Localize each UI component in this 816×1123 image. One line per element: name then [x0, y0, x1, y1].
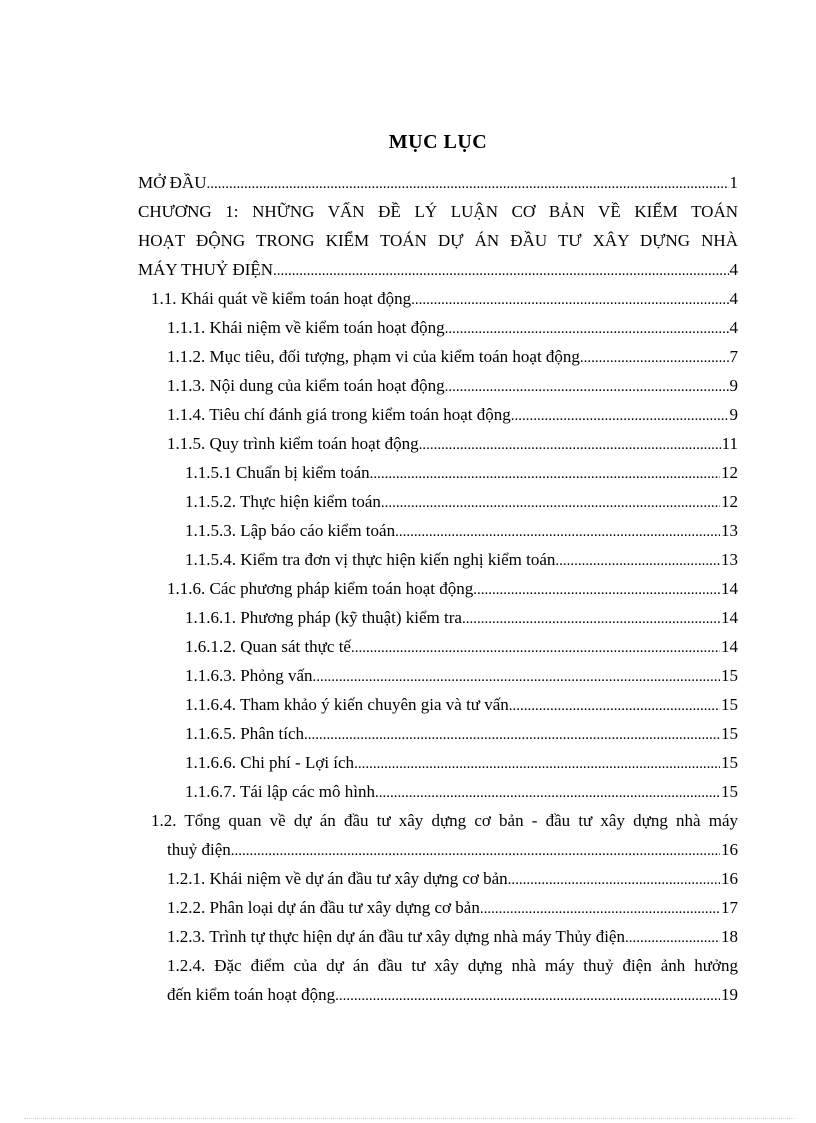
page-bottom-rule: [24, 1118, 794, 1119]
dot-leader: [411, 286, 728, 315]
toc-page-number: 14: [721, 637, 738, 656]
toc-page-number: 12: [721, 492, 738, 511]
dot-leader: [313, 663, 721, 692]
dot-leader: [508, 866, 720, 895]
dot-leader: [206, 170, 728, 199]
dot-leader: [335, 982, 720, 1011]
toc-label: 1.1.5.2. Thực hiện kiểm toán: [185, 492, 381, 511]
dot-leader: [445, 373, 729, 402]
toc-entry-1-1-2[interactable]: [167, 342, 738, 371]
toc-label: 1.1.5.4. Kiểm tra đơn vị thực hiện kiến nghị kiểm toán: [185, 550, 556, 569]
toc-page-number: 15: [721, 753, 738, 772]
toc-page-number: 13: [721, 550, 738, 569]
toc-label: thuỷ điện: [167, 840, 231, 859]
toc-page-number: 19: [721, 985, 738, 1004]
dot-leader: [273, 257, 728, 286]
toc-entry-1-1-6-6[interactable]: [185, 748, 738, 777]
toc-entry-1-1-5-2[interactable]: [185, 487, 738, 516]
toc-label: đến kiểm toán hoạt động: [167, 985, 336, 1004]
toc-page-number: 12: [721, 463, 738, 482]
toc-entry-1-1[interactable]: [151, 284, 738, 313]
toc-label: MÁY THUỶ ĐIỆN: [138, 260, 274, 279]
toc-entry-1-1-5-4[interactable]: [185, 545, 738, 574]
dot-leader: [419, 431, 721, 460]
toc-page-number: 7: [729, 347, 738, 366]
toc-entry-1-2-2[interactable]: [167, 893, 738, 922]
toc-label: 1.1.3. Nội dung của kiểm toán hoạt động: [167, 376, 445, 395]
toc-entry-1-1-6-4[interactable]: [185, 690, 738, 719]
dot-leader: [445, 315, 729, 344]
toc-label: 1.1.5. Quy trình kiểm toán hoạt động: [167, 434, 419, 453]
toc-page-number: 15: [721, 782, 738, 801]
toc-entry-1-1-5[interactable]: [167, 429, 738, 458]
dot-leader: [370, 460, 720, 489]
toc-label: 1.1.2. Mục tiêu, đối tượng, phạm vi của kiểm toán hoạt động: [167, 347, 580, 366]
toc-entry-1-1-5-3[interactable]: [185, 516, 738, 545]
toc-entry-1-2-line2[interactable]: [167, 835, 738, 864]
toc-page-number: 18: [721, 927, 738, 946]
dot-leader: [304, 721, 720, 750]
toc-page-number: 11: [721, 434, 738, 453]
toc-entry-1-1-6-1[interactable]: [185, 603, 738, 632]
toc-label: 1.1.6. Các phương pháp kiểm toán hoạt động: [167, 579, 474, 598]
toc-entry-1-1-6-5[interactable]: [185, 719, 738, 748]
toc-label: MỞ ĐẦU: [138, 173, 207, 192]
dot-leader: [395, 518, 720, 547]
toc-label: 1.1.4. Tiêu chí đánh giá trong kiểm toán hoạt động: [167, 405, 511, 424]
dot-leader: [480, 895, 720, 924]
toc-label: 1.2.3. Trình tự thực hiện dự án đầu tư xây dựng nhà máy Thủy điện: [167, 927, 625, 946]
dot-leader: [351, 634, 720, 663]
toc-page-number: 4: [729, 318, 738, 337]
toc-page-number: 17: [721, 898, 738, 917]
toc-label: 1.1.6.6. Chi phí - Lợi ích: [185, 753, 355, 772]
dot-leader: [509, 692, 720, 721]
toc-entry-1-6-1-2[interactable]: [185, 632, 738, 661]
toc-page-number: 14: [721, 579, 738, 598]
toc-page-number: 1: [729, 173, 738, 192]
toc-label: 1.1.6.1. Phương pháp (kỹ thuật) kiểm tra: [185, 608, 462, 627]
toc-entry-1-1-5-1[interactable]: [185, 458, 738, 487]
dot-leader: [354, 750, 720, 779]
toc-label: 1.2.2. Phân loại dự án đầu tư xây dựng cơ bản: [167, 898, 480, 917]
toc-page-number: 15: [721, 695, 738, 714]
toc-entry-1-1-6-3[interactable]: [185, 661, 738, 690]
toc-entry-1-1-3[interactable]: [167, 371, 738, 400]
toc-page-number: 16: [721, 869, 738, 888]
dot-leader: [473, 576, 720, 605]
toc-page-number: 4: [729, 260, 738, 279]
toc-entry-1-1-1[interactable]: [167, 313, 738, 342]
dot-leader: [555, 547, 720, 576]
toc-page-number: 15: [721, 666, 738, 685]
toc-page-number: 4: [729, 289, 738, 308]
toc-label: 1.1.6.3. Phỏng vấn: [185, 666, 313, 685]
toc-label: 1.1.5.3. Lập báo cáo kiểm toán: [185, 521, 396, 540]
toc-label: 1.1.6.5. Phân tích: [185, 724, 304, 743]
toc-label: 1.1.6.4. Tham khảo ý kiến chuyên gia và tư vấn: [185, 695, 509, 714]
toc-label: 1.1.5.1 Chuẩn bị kiểm toán: [185, 463, 370, 482]
toc-entry-1-1-6[interactable]: [167, 574, 738, 603]
toc-entry-mo-dau[interactable]: [138, 168, 738, 197]
toc-entry-chuong1-line3[interactable]: [138, 255, 738, 284]
dot-leader: [375, 779, 720, 808]
toc-entry-1-2-4-line2[interactable]: [167, 980, 738, 1009]
table-of-contents: [138, 168, 738, 1009]
toc-label: 1.1. Khái quát về kiểm toán hoạt động: [151, 289, 412, 308]
toc-entry-1-2-3[interactable]: [167, 922, 738, 951]
dot-leader: [231, 837, 720, 866]
toc-entry-chuong1-line2[interactable]: HOẠT ĐỘNG TRONG KIỂM TOÁN DỰ ÁN ĐẦU TƯ XÂY DỰNG NHÀ: [138, 231, 738, 250]
toc-page-number: 13: [721, 521, 738, 540]
dot-leader: [462, 605, 720, 634]
toc-label: 1.1.6.7. Tái lập các mô hình: [185, 782, 375, 801]
dot-leader: [381, 489, 720, 518]
toc-label: 1.2.1. Khái niệm về dự án đầu tư xây dựng cơ bản: [167, 869, 508, 888]
toc-entry-chuong1-line1[interactable]: CHƯƠNG 1: NHỮNG VẤN ĐỀ LÝ LUẬN CƠ BẢN VỀ KIỂM TOÁN: [138, 202, 738, 221]
toc-label: 1.6.1.2. Quan sát thực tế: [185, 637, 351, 656]
toc-page-number: 14: [721, 608, 738, 627]
page-title: MỤC LỤC: [388, 131, 488, 153]
toc-page-number: 16: [721, 840, 738, 859]
toc-entry-1-2-1[interactable]: [167, 864, 738, 893]
toc-entry-1-2-line1[interactable]: 1.2. Tổng quan về dự án đầu tư xây dựng cơ bản - đầu tư xây dựng nhà máy: [151, 811, 738, 830]
toc-label: 1.1.1. Khái niệm về kiểm toán hoạt động: [167, 318, 445, 337]
toc-entry-1-2-4-line1[interactable]: 1.2.4. Đặc điểm của dự án đầu tư xây dựng nhà máy thuỷ điện ảnh hưởng: [167, 956, 738, 975]
toc-entry-1-1-6-7[interactable]: [185, 777, 738, 806]
dot-leader: [511, 402, 729, 431]
toc-entry-1-1-4[interactable]: [167, 400, 738, 429]
dot-leader: [625, 924, 720, 953]
toc-page-number: 15: [721, 724, 738, 743]
dot-leader: [580, 344, 729, 373]
toc-page-number: 9: [729, 405, 738, 424]
toc-page-number: 9: [729, 376, 738, 395]
